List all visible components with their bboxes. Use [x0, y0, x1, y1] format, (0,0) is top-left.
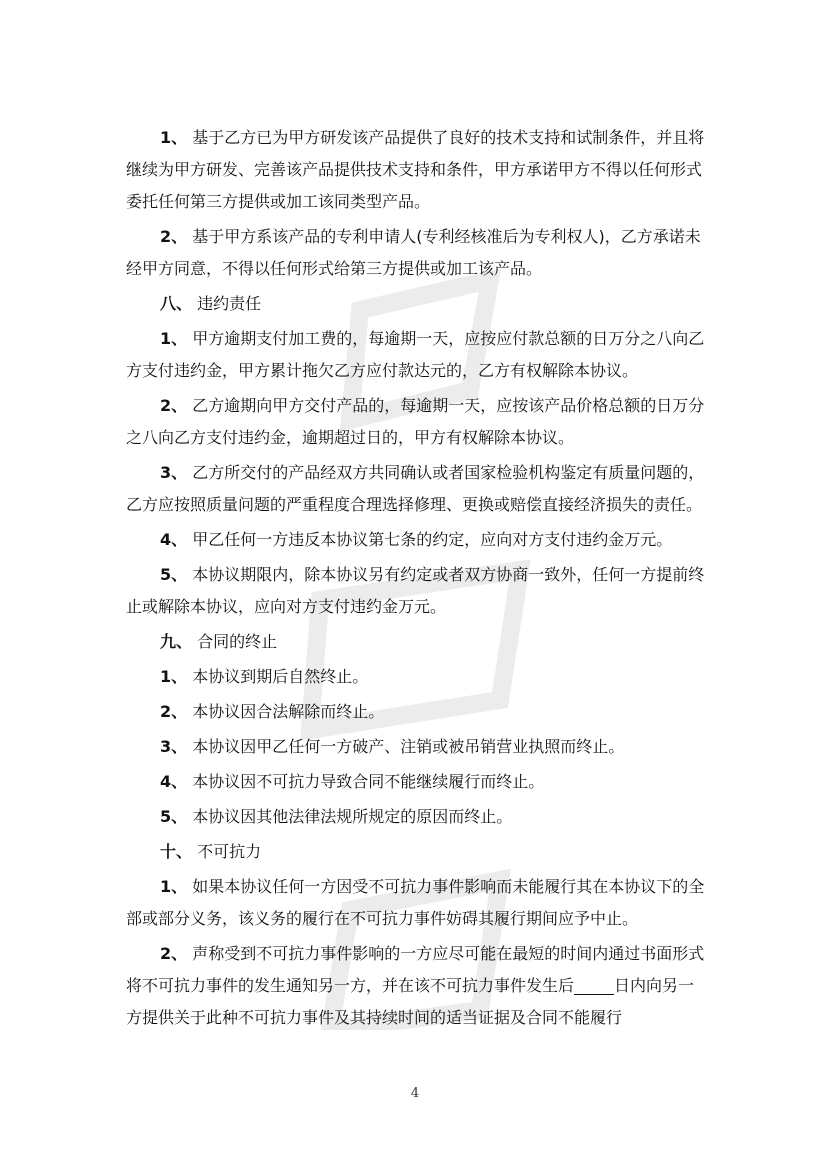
- blank-field: [574, 976, 614, 995]
- section-heading: 八、 违约责任: [160, 294, 262, 313]
- paragraph: 5、 本协议因其他法律法规所规定的原因而终止。: [160, 807, 513, 826]
- section-heading: 十、 不可抗力: [160, 842, 262, 861]
- paragraph: 3、 本协议因甲乙任何一方破产、注销或被吊销营业执照而终止。: [160, 737, 625, 756]
- paragraph: 5、 本协议期限内，除本协议另有约定或者双方协商一致外，任何一方提前终止或解除本协议，应向对方支付违约金万元。: [126, 565, 705, 616]
- paragraph: 2、 本协议因合法解除而终止。: [160, 702, 385, 721]
- paragraph: 1、 基于乙方已为甲方研发该产品提供了良好的技术支持和试制条件，并且将继续为甲方研发、完善该产品提供技术支持和条件，甲方承诺甲方不得以任何形式委托任何第三方提供或加工该同类型产品。: [126, 128, 705, 211]
- page-number: 4: [410, 1086, 420, 1101]
- paragraph: 4、 甲乙任何一方违反本协议第七条的约定，应向对方支付违约金万元。: [160, 530, 673, 549]
- paragraph: 1、 如果本协议任何一方因受不可抗力事件影响而未能履行其在本协议下的全部或部分义务，该义务的履行在不可抗力事件妨碍其履行期间应予中止。: [126, 877, 705, 928]
- paragraph: 2、 声称受到不可抗力事件影响的一方应尽可能在最短的时间内通过书面形式将不可抗力事件的发生通知另一方，并在该不可抗力事件发生后 日内向另一方提供关于此种不可抗力事件及其持续时间的适当证据及合同不能履行: [126, 944, 705, 1027]
- paragraph: 4、 本协议因不可抗力导致合同不能继续履行而终止。: [160, 772, 545, 791]
- paragraph: 2、 基于甲方系该产品的专利申请人(专利经核准后为专利权人)，乙方承诺未经甲方同意，不得以任何形式给第三方提供或加工该产品。: [126, 227, 701, 278]
- paragraph: 3、 乙方所交付的产品经双方共同确认或者国家检验机构鉴定有质量问题的，乙方应按照质量问题的严重程度合理选择修理、更换或赔偿直接经济损失的责任。: [126, 463, 705, 514]
- document-body: [126, 122, 706, 1034]
- paragraph: 2、 乙方逾期向甲方交付产品的，每逾期一天，应按该产品价格总额的日万分之八向乙方支付违约金，逾期超过日的，甲方有权解除本协议。: [126, 396, 705, 447]
- paragraph: 1、 本协议到期后自然终止。: [160, 667, 369, 686]
- section-heading: 九、 合同的终止: [160, 632, 278, 651]
- paragraph: 1、 甲方逾期支付加工费的，每逾期一天，应按应付款总额的日万分之八向乙方支付违约金，甲方累计拖欠乙方应付款达元的，乙方有权解除本协议。: [126, 329, 705, 380]
